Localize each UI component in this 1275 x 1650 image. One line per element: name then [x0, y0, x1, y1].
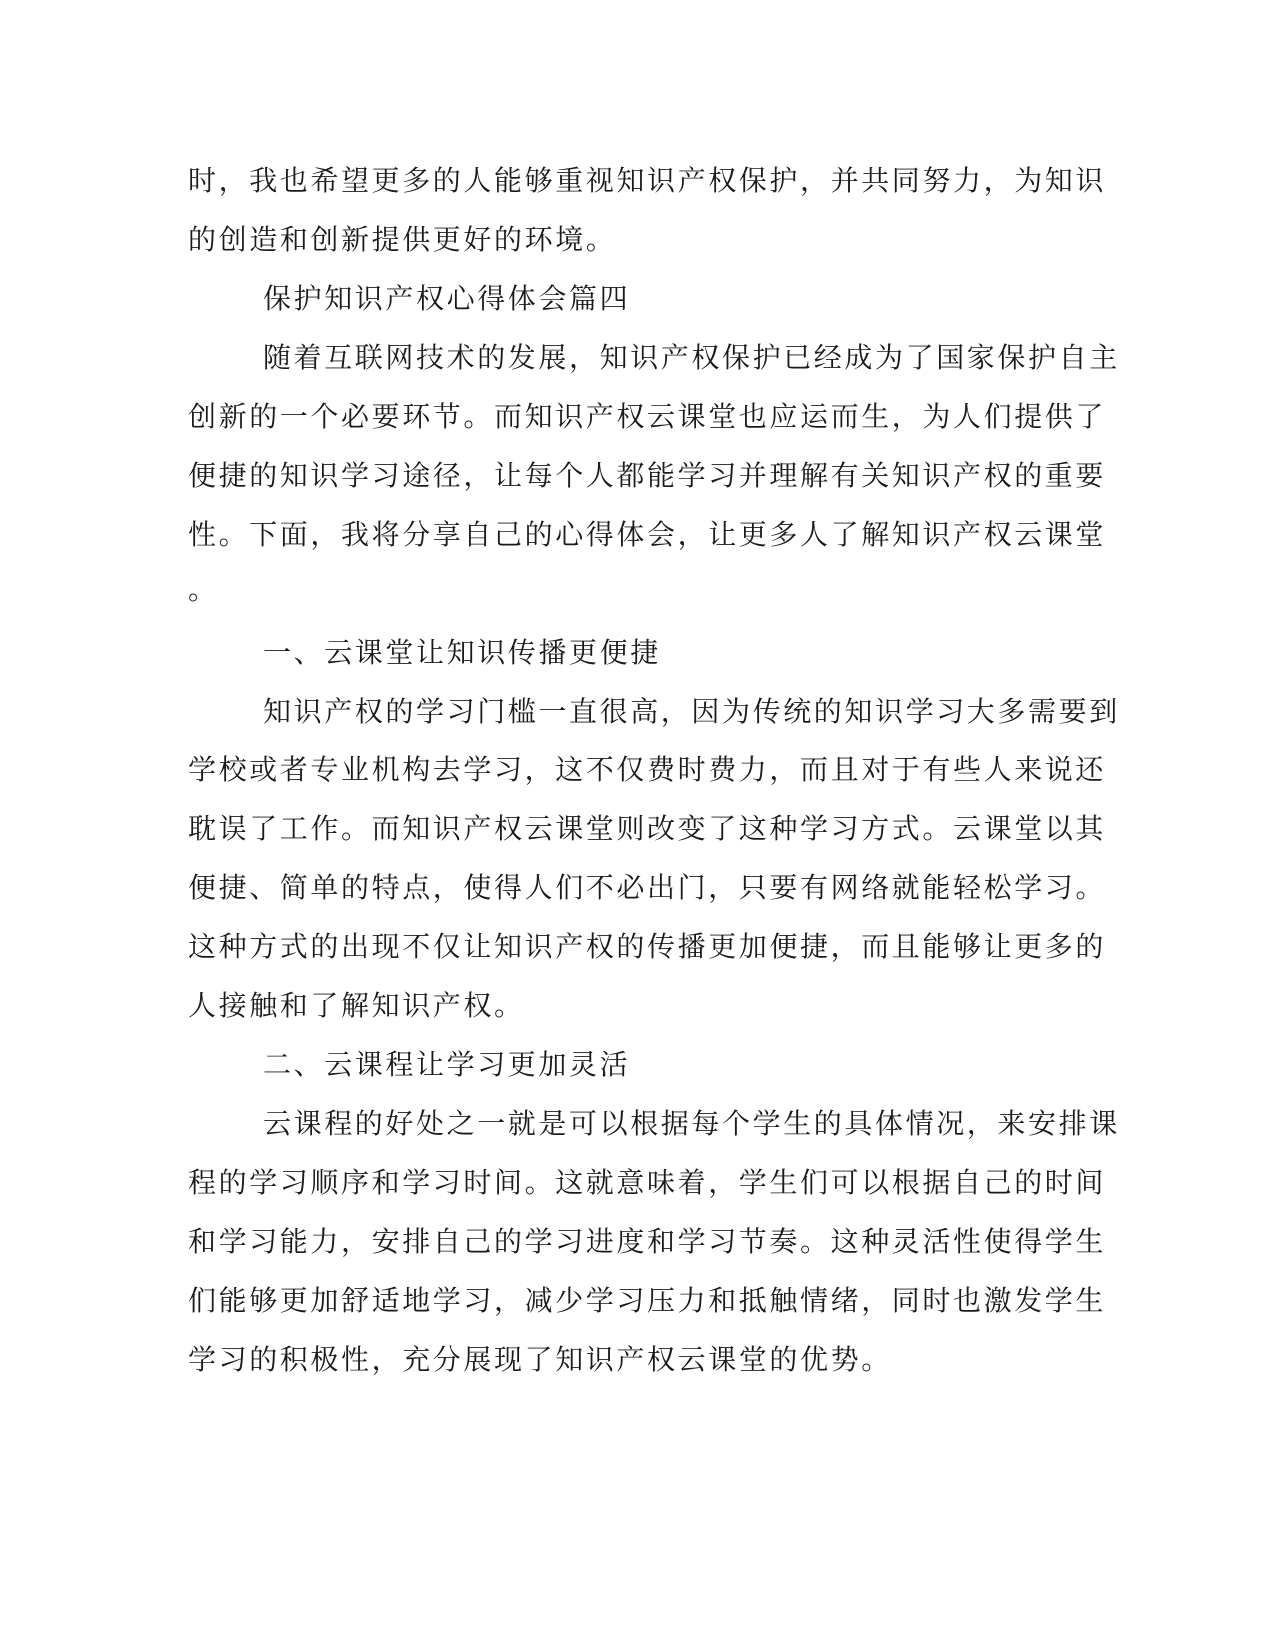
text-line: 性。下面，我将分享自己的心得体会，让更多人了解知识产权云课堂: [188, 518, 1107, 551]
text-line: 耽误了工作。而知识产权云课堂则改变了这种学习方式。云课堂以其: [188, 812, 1107, 845]
text-line: 云课程的好处之一就是可以根据每个学生的具体情况，来安排课: [263, 1107, 1120, 1140]
subheading: 一、云课堂让知识传播更便捷: [263, 636, 661, 669]
text-line: 和学习能力，安排自己的学习进度和学习节奏。这种灵活性使得学生: [188, 1225, 1107, 1258]
text-line: 随着互联网技术的发展，知识产权保护已经成为了国家保护自主: [263, 341, 1120, 374]
text-line: 时，我也希望更多的人能够重视知识产权保护，并共同努力，为知识: [188, 164, 1107, 197]
text-line: 学校或者专业机构去学习，这不仅费时费力，而且对于有些人来说还: [188, 753, 1107, 786]
text-line: 知识产权的学习门槛一直很高，因为传统的知识学习大多需要到: [263, 695, 1120, 728]
text-line: 的创造和创新提供更好的环境。: [188, 223, 617, 256]
text-line: 程的学习顺序和学习时间。这就意味着，学生们可以根据自己的时间: [188, 1166, 1107, 1199]
text-line: 。: [188, 573, 219, 606]
text-line: 学习的积极性，充分展现了知识产权云课堂的优势。: [188, 1343, 892, 1376]
subheading: 二、云课程让学习更加灵活: [263, 1048, 631, 1081]
text-line: 便捷的知识学习途径，让每个人都能学习并理解有关知识产权的重要: [188, 459, 1107, 492]
text-line: 便捷、简单的特点，使得人们不必出门，只要有网络就能轻松学习。: [188, 871, 1107, 904]
text-line: 创新的一个必要环节。而知识产权云课堂也应运而生，为人们提供了: [188, 400, 1107, 433]
text-line: 人接触和了解知识产权。: [188, 989, 525, 1022]
text-line: 这种方式的出现不仅让知识产权的传播更加便捷，而且能够让更多的: [188, 930, 1107, 963]
text-line: 们能够更加舒适地学习，减少学习压力和抵触情绪，同时也激发学生: [188, 1284, 1107, 1317]
section-heading: 保护知识产权心得体会篇四: [263, 282, 631, 315]
